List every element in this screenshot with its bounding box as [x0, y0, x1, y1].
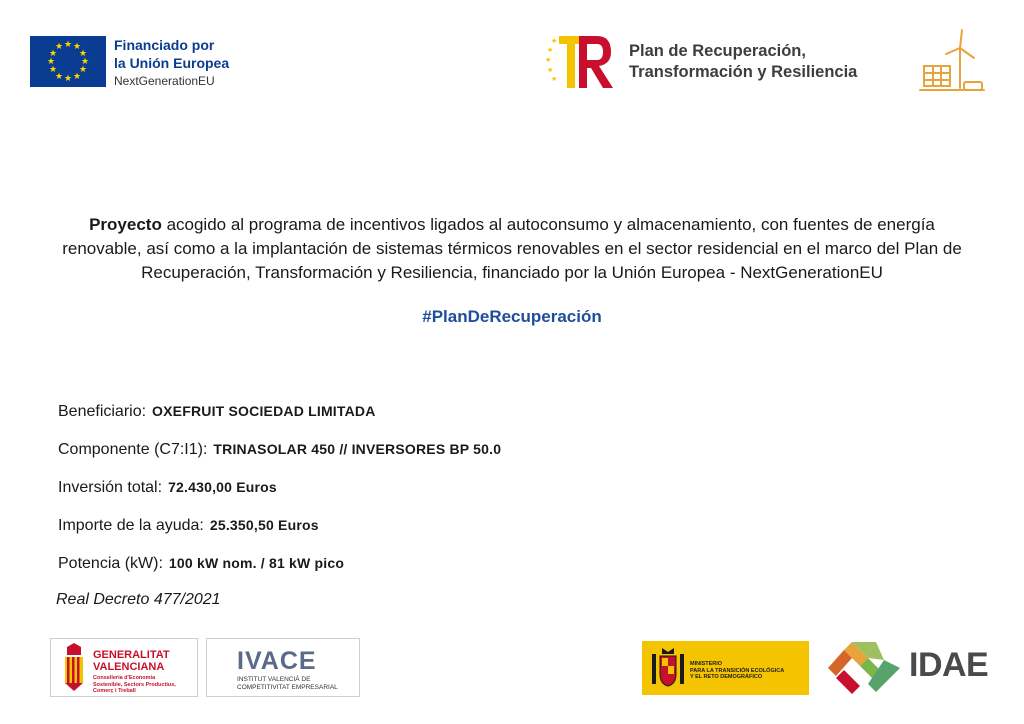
- eu-logo-line1: Financiado por: [114, 37, 215, 53]
- eu-logo-line2: la Unión Europea: [114, 55, 230, 71]
- ivace-sub-line1: INSTITUT VALENCIÀ DE: [237, 676, 311, 683]
- idae-diamond-icon: [824, 640, 904, 696]
- field-componente: [58, 441, 501, 459]
- field-beneficiario: [58, 403, 376, 421]
- field-importe: [58, 517, 319, 535]
- ivace-wordmark: IVACE: [237, 647, 317, 675]
- prtr-logo: [545, 30, 857, 94]
- eu-flag-icon: ★ ★ ★ ★ ★ ★ ★ ★ ★ ★ ★ ★: [30, 36, 106, 87]
- field-value: OXEFRUIT SOCIEDAD LIMITADA: [152, 403, 376, 419]
- svg-text:★: ★: [545, 56, 552, 64]
- intro-lead: Proyecto: [89, 215, 162, 234]
- ministry-logo: [642, 641, 809, 695]
- decree-reference: Real Decreto 477/2021: [56, 591, 221, 608]
- field-inversion: [58, 479, 277, 497]
- field-value: 25.350,50 Euros: [209, 517, 319, 533]
- field-value: TRINASOLAR 450 // INVERSORES BP 50.0: [213, 441, 502, 457]
- eu-logo-line3: NextGenerationEU: [114, 74, 215, 88]
- field-label: Componente (C7:I1):: [58, 441, 208, 458]
- intro-paragraph: [56, 213, 968, 285]
- ivace-sub-line2: COMPETITIVITAT EMPRESARIAL: [237, 684, 338, 691]
- gva-sub-line3: Comerç i Treball: [93, 688, 136, 694]
- svg-text:★: ★: [547, 66, 554, 74]
- ministry-line1: MINISTERIO: [690, 661, 723, 667]
- eu-funding-logo: [30, 36, 229, 90]
- field-label: Importe de la ayuda:: [58, 517, 204, 534]
- ministry-line3: Y EL RETO DEMOGRÁFICO: [690, 674, 763, 680]
- idae-wordmark: IDAE: [909, 646, 989, 684]
- field-label: Beneficiario:: [58, 403, 147, 420]
- field-value: 72.430,00 Euros: [168, 479, 277, 495]
- prtr-title-line2: Transformación y Resiliencia: [629, 63, 858, 81]
- hashtag: #PlanDeRecuperación: [422, 307, 602, 326]
- gva-title-line2: VALENCIANA: [93, 661, 165, 673]
- gva-title-line1: GENERALITAT: [93, 649, 170, 661]
- svg-text:★: ★: [551, 37, 558, 45]
- svg-text:★: ★: [547, 46, 554, 54]
- gva-sub-line1: Conselleria d'Economia: [93, 675, 156, 681]
- field-label: Potencia (kW):: [58, 555, 163, 572]
- renewable-energy-icon: [918, 28, 988, 96]
- intro-text: acogido al programa de incentivos ligados al autoconsumo y almacenamiento, con fuentes de energía renovable, así como a la implantación de sistemas térmicos renovables en el sector residencial en el marco del Plan de Recuperación, Transformación y Resiliencia, financiado por la Unión Europea - NextGenerationEU: [62, 215, 962, 282]
- generalitat-valenciana-logo: [50, 638, 198, 697]
- field-potencia: [58, 555, 344, 573]
- ministry-line2: PARA LA TRANSICIÓN ECOLÓGICA: [690, 667, 785, 674]
- prtr-title-line1: Plan de Recuperación,: [629, 42, 806, 60]
- prtr-tr-icon: [545, 30, 615, 94]
- ivace-logo: [206, 638, 360, 697]
- gva-sub-line2: Sostenible, Sectors Productius,: [93, 681, 176, 688]
- spain-coat-of-arms-icon: [650, 646, 686, 690]
- gva-emblem-icon: [59, 643, 89, 691]
- field-value: 100 kW nom. / 81 kW pico: [168, 555, 345, 571]
- field-label: Inversión total:: [58, 479, 163, 496]
- svg-text:★: ★: [551, 75, 558, 83]
- idae-logo: [824, 640, 994, 696]
